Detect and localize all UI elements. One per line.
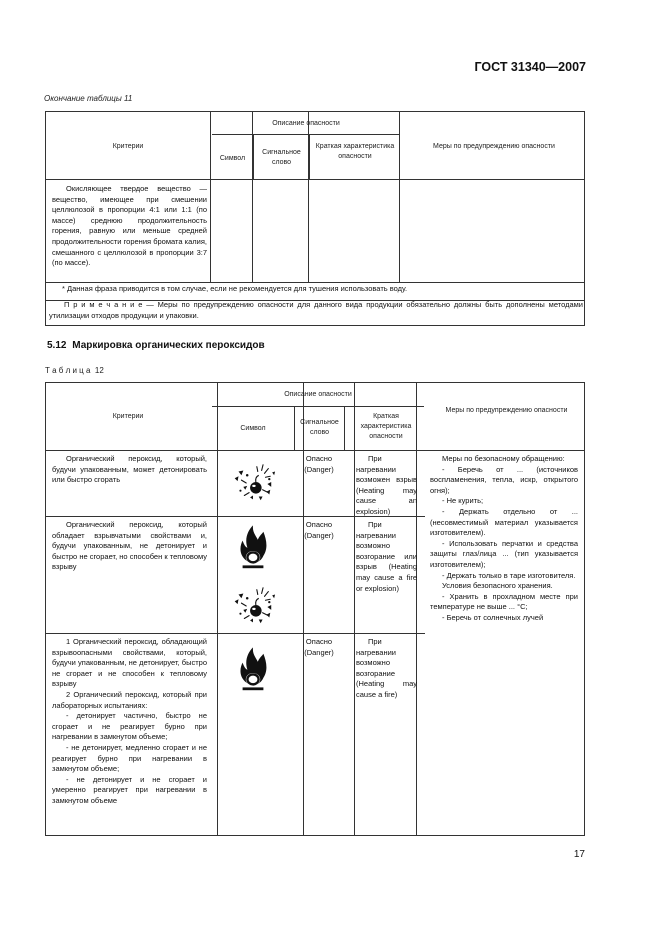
table-11-footnote: * Данная фраза приводится в том случае, если не рекомендуется для тушения использовать воду. [62, 284, 408, 293]
flame-over-circle-icon [233, 644, 273, 694]
explosion-icon [223, 458, 281, 508]
table-11-caption: Окончание таблицы 11 [44, 94, 133, 103]
table-11-header-measures: Меры по предупреждению опасности [433, 143, 555, 150]
measure-line: - Держать отдельно от ... (несовместимый материал указывается изготовителем). [430, 506, 578, 538]
table-12-header-divider [212, 406, 424, 407]
table-12-row-2-criteria: Органический пероксид, который обладает взрывчатыми свойствами и, будучи упакованным, не детонирует и быстро не сгорает, но способен к тепловому взрыву [52, 520, 207, 572]
table-11-note [49, 300, 583, 321]
measure-line: Условия безопасного хранения. [442, 581, 553, 591]
criteria-item: - детонирует частично, быстро не сгорает и не реагирует бурно при нагревании в замкнутом объеме; [52, 711, 207, 742]
measure-line: - Беречь от солнечных лучей [442, 612, 544, 622]
table-12-header-signal-word: Сигнальное слово [300, 419, 339, 436]
table-12-caption: Т а б л и ц а 12 [45, 366, 104, 375]
table-12-row-2-signal: Опасно (Danger) [304, 520, 334, 540]
table-11-header-divider [212, 134, 400, 135]
table-12-header-symbol: Символ [240, 425, 266, 432]
flame-over-circle-icon [233, 522, 273, 572]
section-number: 5.12 [47, 340, 67, 351]
measure-line: Меры по безопасному обращению: [442, 454, 565, 463]
table-12-header-measures: Меры по предупреждению опасности [445, 407, 568, 414]
note-text: — Меры по предупреждению опасности для данного вида продукции обязательно должны быть дополнены методами утилизации отходов продукции и упаковки. [49, 300, 583, 320]
table-11-header-criteria: Критерии [112, 143, 144, 150]
criteria-item: - не детонирует, медленно сгорает и не реагирует бурно при нагревании в замкнутом объеме; [52, 742, 207, 774]
table-11-header-hazard-description: Описание опасности [272, 120, 340, 127]
table-12-row-1-signal: Опасно (Danger) [304, 454, 334, 474]
measure-line: - Использовать перчатки и средства защиты глаз/лица ... (тип указывается изготовителем); [430, 538, 578, 569]
standard-number: ГОСТ 31340—2007 [474, 60, 586, 74]
measure-line: - Держать только в таре изготовителя. [442, 570, 576, 580]
table-11-header-signal-word: Сигнальное слово [262, 149, 301, 166]
table-12-row-divider [45, 633, 425, 634]
table-12-header-criteria: Критерии [112, 413, 144, 420]
table-12-header-brief: Краткая характеристика опасности [360, 413, 412, 440]
table-12-measures [430, 454, 578, 624]
table-11-header-symbol: Символ [219, 155, 246, 162]
section-heading [47, 340, 265, 351]
table-11-header-brief: Краткая характеристика опасности [315, 143, 395, 160]
explosion-icon [223, 581, 281, 631]
table-11-col-divider [309, 134, 310, 180]
table-12-header-hazard-description: Описание опасности [284, 391, 352, 398]
criteria-item: 2 Органический пероксид, который при лабораторных испытаниях: [52, 689, 207, 710]
criteria-item: - не детонирует и не сгорает и умеренно реагирует при нагревании в замкнутом объеме [52, 774, 207, 805]
measure-line: - Беречь от ... (источников воспламенения, тепла, искр, открытого огня); [430, 464, 578, 495]
page-number: 17 [573, 849, 585, 860]
measure-line: - Хранить в прохладном месте при температуре не выше ... °С; [430, 591, 578, 612]
table-12-row-3-brief: При нагревании возможно возгорание (Heating may cause a fire) [356, 637, 417, 699]
table-12-row-1-brief: При нагревании возможен взрыв (Heating may cause an explosion) [356, 454, 417, 516]
table-12-row-1-criteria: Органический пероксид, который, будучи упакованным, может детонировать или быстро сгорать [52, 454, 207, 485]
table-12-row-3-criteria [52, 637, 207, 807]
section-title: Маркировка органических пероксидов [72, 340, 265, 351]
table-12-row-3-signal: Опасно (Danger) [304, 637, 334, 657]
measure-line: - Не курить; [442, 496, 484, 506]
table-12-row-2-brief: При нагревании возможно возгорание или взрыв (Heating may cause a fire or explosion) [356, 520, 417, 593]
criteria-item: 1 Органический пероксид, обладающий взрывоопасными свойствами, который, будучи упакованным, не детонирует, быстро не сгорает и не способен к тепловому взрыву [52, 637, 207, 689]
table-12-col-divider [344, 406, 345, 450]
table-11-row-criteria: Окисляющее твердое вещество — вещество, имеющее при смешении целлюлозой в пропорции 4:1 или 1:1 (по массе) среднюю продолжительность горения, равную или меньше средней продолжительности горения бромата калия, смешанного с целлюлозой в пропорции 3:7 (по массе). [52, 184, 207, 268]
note-label: П р и м е ч а н и е [64, 300, 143, 309]
